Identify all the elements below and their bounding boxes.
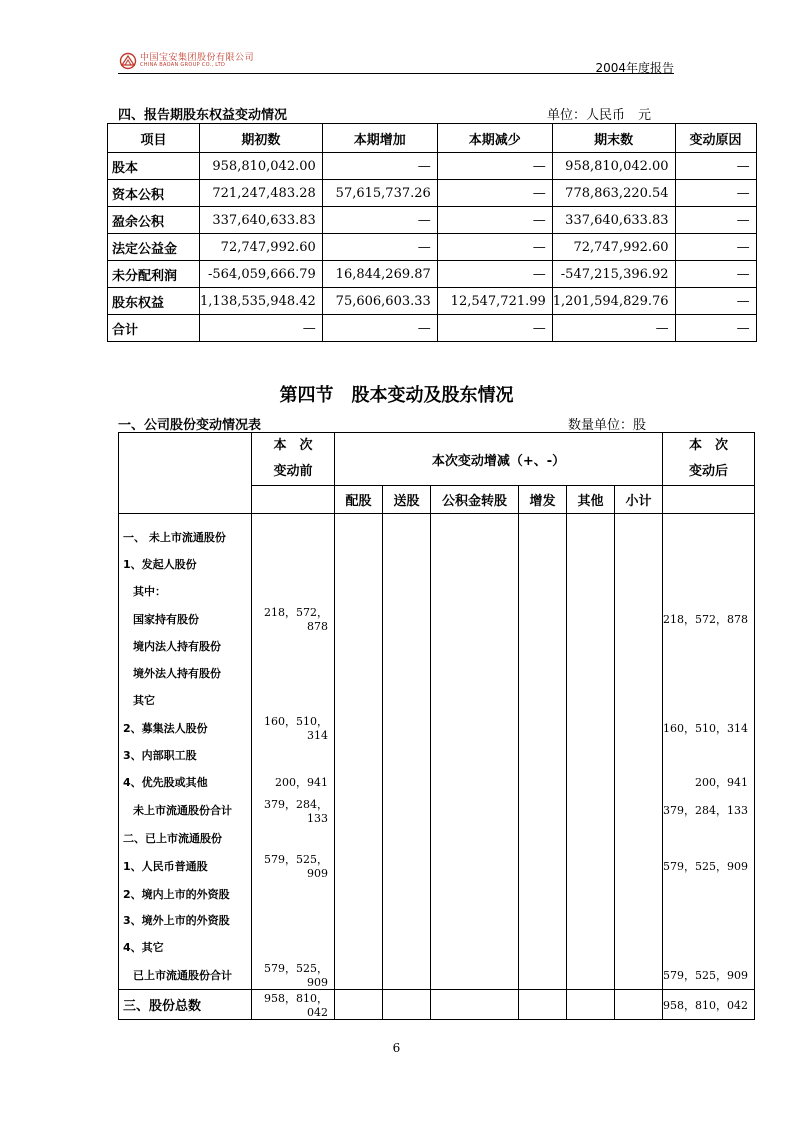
company-name-cn: 中国宝安集团股份有限公司	[140, 53, 255, 63]
row-label: 三、股份总数	[119, 990, 252, 1020]
cell-bonus-share	[383, 742, 431, 769]
cell-other	[567, 880, 615, 907]
col-header-subtotal: 小计	[615, 486, 663, 514]
cell-before: 160，510，314	[252, 713, 335, 742]
cell-reserve-conversion	[431, 633, 519, 660]
col-header-end: 期末数	[552, 124, 675, 153]
row-label: 境外法人持有股份	[119, 660, 252, 687]
cell-other	[567, 660, 615, 687]
cell-new-issue	[519, 633, 567, 660]
cell-subtotal	[615, 633, 663, 660]
cell-subtotal	[615, 825, 663, 852]
table-row	[119, 551, 755, 578]
cell-subtotal	[615, 604, 663, 633]
report-title: 2004年度报告	[595, 61, 674, 75]
table-row	[108, 180, 757, 207]
cell-subtotal	[615, 960, 663, 990]
header-divider	[118, 73, 674, 74]
cell-before: 218，572，878	[252, 604, 335, 633]
cell-bonus-share	[383, 633, 431, 660]
cell-begin: 958,810,042.00	[200, 153, 323, 180]
cell-before	[252, 686, 335, 713]
section-heading: 第四节 股本变动及股东情况	[279, 385, 514, 406]
cell-rights-issue	[335, 907, 383, 934]
col-subheader-before	[252, 486, 335, 514]
cell-begin: —	[200, 315, 323, 342]
cell-bonus-share	[383, 604, 431, 633]
company-name-en: CHINA BAOAN GROUP CO., LTD	[140, 62, 226, 68]
row-label: 国家持有股份	[119, 604, 252, 633]
row-label: 3、境外上市的外资股	[119, 907, 252, 934]
share-section-unit: 数量单位：股	[568, 418, 647, 433]
row-label: 2、境内上市的外资股	[119, 880, 252, 907]
cell-other	[567, 851, 615, 880]
cell-begin: 72,747,992.60	[200, 234, 323, 261]
row-label: 4、其它	[119, 934, 252, 961]
cell-subtotal	[615, 713, 663, 742]
cell-increase: —	[322, 234, 437, 261]
cell-new-issue	[519, 960, 567, 990]
cell-bonus-share	[383, 907, 431, 934]
cell-after: 958，810，042	[663, 990, 755, 1020]
cell-before: 200，941	[252, 769, 335, 796]
cell-after	[663, 825, 755, 852]
cell-other	[567, 769, 615, 796]
cell-reserve-conversion	[431, 990, 519, 1020]
share-table-header	[119, 433, 755, 486]
cell-new-issue	[519, 934, 567, 961]
cell-reserve-conversion	[431, 880, 519, 907]
cell-bonus-share	[383, 551, 431, 578]
row-label: 已上市流通股份合计	[119, 960, 252, 990]
cell-reserve-conversion	[431, 686, 519, 713]
cell-rights-issue	[335, 825, 383, 852]
table-row	[119, 907, 755, 934]
cell-reserve-conversion	[431, 577, 519, 604]
share-section-title: 一、公司股份变动情况表	[118, 418, 262, 433]
cell-bonus-share	[383, 713, 431, 742]
cell-other	[567, 825, 615, 852]
cell-reserve-conversion	[431, 551, 519, 578]
cell-decrease: —	[437, 207, 552, 234]
cell-reason: —	[675, 315, 756, 342]
cell-reserve-conversion	[431, 825, 519, 852]
cell-subtotal	[615, 796, 663, 825]
cell-new-issue	[519, 524, 567, 551]
row-label: 其中：	[119, 577, 252, 604]
table-row	[119, 713, 755, 742]
cell-after: 218，572，878	[663, 604, 755, 633]
table-row	[119, 577, 755, 604]
cell-before	[252, 524, 335, 551]
row-label: 二、已上市流通股份	[119, 825, 252, 852]
cell-new-issue	[519, 577, 567, 604]
col-header-other: 其他	[567, 486, 615, 514]
cell-increase: —	[322, 207, 437, 234]
cell-other	[567, 604, 615, 633]
row-label: 资本公积	[108, 180, 200, 207]
cell-rights-issue	[335, 769, 383, 796]
cell-subtotal	[615, 769, 663, 796]
cell-new-issue	[519, 769, 567, 796]
cell-reason: —	[675, 180, 756, 207]
cell-reserve-conversion	[431, 713, 519, 742]
cell-end: 1,201,594,829.76	[552, 288, 675, 315]
col-header-rights-issue: 配股	[335, 486, 383, 514]
equity-section-unit: 单位：人民币 元	[547, 108, 652, 123]
cell-other	[567, 686, 615, 713]
cell-after	[663, 577, 755, 604]
cell-after: 200，941	[663, 769, 755, 796]
cell-before: 579，525，909	[252, 851, 335, 880]
company-logo-icon	[118, 52, 138, 70]
cell-decrease: —	[437, 315, 552, 342]
table-row	[108, 207, 757, 234]
page-number: 6	[392, 1041, 401, 1055]
cell-subtotal	[615, 934, 663, 961]
cell-before	[252, 660, 335, 687]
cell-bonus-share	[383, 660, 431, 687]
cell-reserve-conversion	[431, 604, 519, 633]
cell-after	[663, 524, 755, 551]
cell-new-issue	[519, 796, 567, 825]
cell-rights-issue	[335, 604, 383, 633]
cell-before	[252, 633, 335, 660]
cell-other	[567, 524, 615, 551]
cell-other	[567, 934, 615, 961]
cell-subtotal	[615, 551, 663, 578]
col-header-after	[663, 433, 755, 486]
equity-change-table	[107, 123, 757, 342]
col-header-change-group: 本次变动增减（+、-）	[335, 433, 663, 486]
table-row	[108, 153, 757, 180]
row-label: 4、优先股或其他	[119, 769, 252, 796]
cell-after	[663, 934, 755, 961]
table-row	[119, 851, 755, 880]
row-label: 未分配利润	[108, 261, 200, 288]
cell-after	[663, 880, 755, 907]
equity-table-header	[108, 124, 757, 153]
cell-new-issue	[519, 880, 567, 907]
cell-new-issue	[519, 825, 567, 852]
before-line1: 本 次	[273, 438, 313, 453]
table-row	[119, 796, 755, 825]
cell-bonus-share	[383, 851, 431, 880]
table-row	[119, 604, 755, 633]
cell-bonus-share	[383, 577, 431, 604]
cell-reason: —	[675, 234, 756, 261]
cell-rights-issue	[335, 880, 383, 907]
cell-reserve-conversion	[431, 796, 519, 825]
cell-before	[252, 934, 335, 961]
cell-bonus-share	[383, 880, 431, 907]
cell-before	[252, 880, 335, 907]
cell-after	[663, 742, 755, 769]
cell-end: 958,810,042.00	[552, 153, 675, 180]
row-label: 其它	[119, 686, 252, 713]
col-header-new-issue: 增发	[519, 486, 567, 514]
cell-bonus-share	[383, 796, 431, 825]
cell-increase: —	[322, 315, 437, 342]
cell-subtotal	[615, 524, 663, 551]
cell-rights-issue	[335, 960, 383, 990]
after-line2: 变动后	[688, 464, 728, 479]
cell-new-issue	[519, 742, 567, 769]
table-row	[108, 234, 757, 261]
table-row	[119, 880, 755, 907]
cell-subtotal	[615, 686, 663, 713]
cell-decrease: 12,547,721.99	[437, 288, 552, 315]
cell-begin: 1,138,535,948.42	[200, 288, 323, 315]
cell-subtotal	[615, 660, 663, 687]
cell-reserve-conversion	[431, 742, 519, 769]
cell-begin: -564,059,666.79	[200, 261, 323, 288]
row-label: 未上市流通股份合计	[119, 796, 252, 825]
table-row	[119, 825, 755, 852]
table-row	[119, 742, 755, 769]
col-header-begin: 期初数	[200, 124, 323, 153]
cell-subtotal	[615, 990, 663, 1020]
cell-reason: —	[675, 207, 756, 234]
col-header-item: 项目	[108, 124, 200, 153]
cell-reserve-conversion	[431, 934, 519, 961]
cell-reserve-conversion	[431, 960, 519, 990]
col-header-blank	[119, 433, 252, 514]
cell-rights-issue	[335, 577, 383, 604]
cell-before: 379，284，133	[252, 796, 335, 825]
cell-reason: —	[675, 288, 756, 315]
cell-increase: 16,844,269.87	[322, 261, 437, 288]
cell-other	[567, 907, 615, 934]
table-row	[119, 660, 755, 687]
row-label: 境内法人持有股份	[119, 633, 252, 660]
cell-reason: —	[675, 153, 756, 180]
cell-increase: 75,606,603.33	[322, 288, 437, 315]
row-label: 2、募集法人股份	[119, 713, 252, 742]
cell-after: 579，525，909	[663, 960, 755, 990]
cell-subtotal	[615, 907, 663, 934]
cell-bonus-share	[383, 524, 431, 551]
cell-rights-issue	[335, 686, 383, 713]
cell-increase: 57,615,737.26	[322, 180, 437, 207]
cell-reason: —	[675, 261, 756, 288]
cell-other	[567, 960, 615, 990]
cell-new-issue	[519, 686, 567, 713]
col-header-reason: 变动原因	[675, 124, 756, 153]
row-label: 股本	[108, 153, 200, 180]
cell-rights-issue	[335, 851, 383, 880]
table-row	[108, 288, 757, 315]
cell-rights-issue	[335, 551, 383, 578]
cell-other	[567, 796, 615, 825]
cell-decrease: —	[437, 261, 552, 288]
cell-after	[663, 686, 755, 713]
table-row	[108, 315, 757, 342]
cell-after	[663, 633, 755, 660]
cell-subtotal	[615, 880, 663, 907]
cell-other	[567, 633, 615, 660]
cell-before: 958，810，042	[252, 990, 335, 1020]
company-logo	[118, 52, 254, 70]
row-label: 股东权益	[108, 288, 200, 315]
cell-new-issue	[519, 713, 567, 742]
cell-new-issue	[519, 990, 567, 1020]
before-line2: 变动前	[273, 464, 313, 479]
cell-reserve-conversion	[431, 660, 519, 687]
cell-rights-issue	[335, 633, 383, 660]
total-row	[119, 990, 755, 1020]
cell-new-issue	[519, 851, 567, 880]
col-header-before	[252, 433, 335, 486]
cell-rights-issue	[335, 713, 383, 742]
row-label: 一、 未上市流通股份	[119, 524, 252, 551]
row-label: 合计	[108, 315, 200, 342]
cell-bonus-share	[383, 990, 431, 1020]
col-subheader-after	[663, 486, 755, 514]
cell-other	[567, 990, 615, 1020]
cell-end: 337,640,633.83	[552, 207, 675, 234]
table-row	[119, 633, 755, 660]
cell-rights-issue	[335, 660, 383, 687]
cell-subtotal	[615, 851, 663, 880]
cell-other	[567, 551, 615, 578]
row-label: 1、发起人股份	[119, 551, 252, 578]
table-row	[108, 261, 757, 288]
cell-bonus-share	[383, 769, 431, 796]
table-row	[119, 686, 755, 713]
col-header-decrease: 本期减少	[437, 124, 552, 153]
col-header-reserve-conversion: 公积金转股	[431, 486, 519, 514]
cell-end: 72,747,992.60	[552, 234, 675, 261]
cell-new-issue	[519, 907, 567, 934]
cell-begin: 721,247,483.28	[200, 180, 323, 207]
cell-other	[567, 742, 615, 769]
cell-increase: —	[322, 153, 437, 180]
cell-begin: 337,640,633.83	[200, 207, 323, 234]
cell-other	[567, 577, 615, 604]
cell-reserve-conversion	[431, 851, 519, 880]
share-change-table	[118, 432, 755, 1020]
cell-decrease: —	[437, 153, 552, 180]
cell-new-issue	[519, 660, 567, 687]
cell-after	[663, 660, 755, 687]
cell-rights-issue	[335, 524, 383, 551]
cell-bonus-share	[383, 825, 431, 852]
after-line1: 本 次	[688, 438, 728, 453]
cell-rights-issue	[335, 990, 383, 1020]
row-label: 盈余公积	[108, 207, 200, 234]
cell-new-issue	[519, 604, 567, 633]
col-header-increase: 本期增加	[322, 124, 437, 153]
cell-rights-issue	[335, 796, 383, 825]
col-header-bonus-share: 送股	[383, 486, 431, 514]
cell-bonus-share	[383, 934, 431, 961]
cell-end: 778,863,220.54	[552, 180, 675, 207]
cell-reserve-conversion	[431, 907, 519, 934]
row-label: 3、内部职工股	[119, 742, 252, 769]
table-row	[119, 960, 755, 990]
row-label: 1、人民币普通股	[119, 851, 252, 880]
cell-bonus-share	[383, 686, 431, 713]
cell-subtotal	[615, 577, 663, 604]
table-row	[119, 934, 755, 961]
cell-before: 579，525，909	[252, 960, 335, 990]
cell-after	[663, 907, 755, 934]
cell-bonus-share	[383, 960, 431, 990]
cell-subtotal	[615, 742, 663, 769]
cell-before	[252, 825, 335, 852]
spacer-row	[119, 514, 755, 525]
cell-reserve-conversion	[431, 769, 519, 796]
cell-rights-issue	[335, 934, 383, 961]
cell-other	[567, 713, 615, 742]
cell-decrease: —	[437, 180, 552, 207]
row-label: 法定公益金	[108, 234, 200, 261]
cell-before	[252, 551, 335, 578]
cell-before	[252, 577, 335, 604]
cell-new-issue	[519, 551, 567, 578]
cell-rights-issue	[335, 742, 383, 769]
cell-before	[252, 907, 335, 934]
cell-after: 379，284，133	[663, 796, 755, 825]
cell-end: -547,215,396.92	[552, 261, 675, 288]
table-row	[119, 524, 755, 551]
cell-end: —	[552, 315, 675, 342]
table-row	[119, 769, 755, 796]
cell-decrease: —	[437, 234, 552, 261]
cell-after: 160，510，314	[663, 713, 755, 742]
cell-before	[252, 742, 335, 769]
cell-reserve-conversion	[431, 524, 519, 551]
equity-section-title: 四、报告期股东权益变动情况	[118, 108, 288, 123]
cell-after	[663, 551, 755, 578]
cell-after: 579，525，909	[663, 851, 755, 880]
